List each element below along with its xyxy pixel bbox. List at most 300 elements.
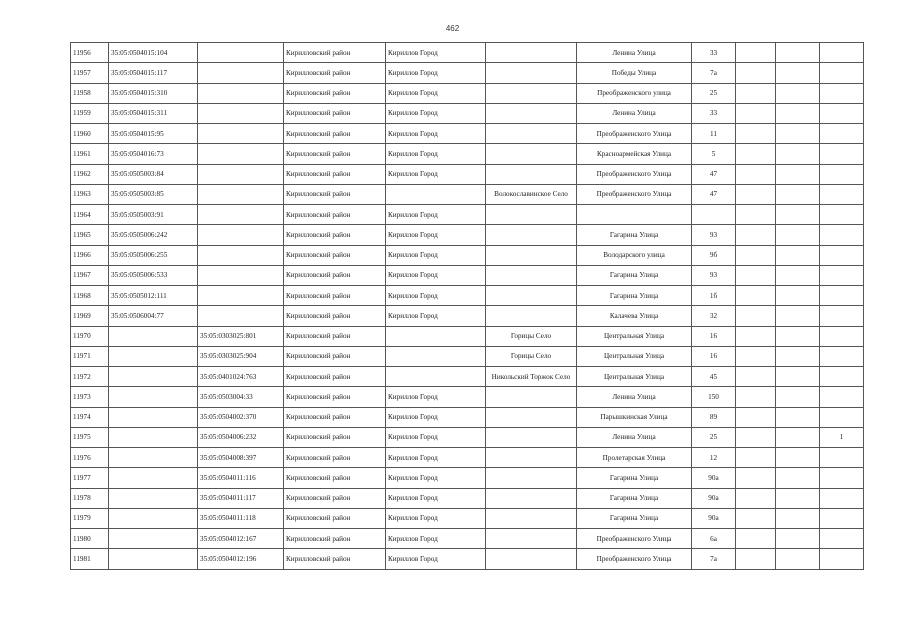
city-cell: Кириллов Город [386,245,486,265]
extra-col-3-cell [820,286,864,306]
street-cell: Преображенского улица [577,83,692,103]
row-number-cell: 11956 [71,43,109,63]
row-number-cell: 11979 [71,508,109,528]
cadastral-number-alt-cell [198,124,284,144]
cadastral-number-alt-cell [198,225,284,245]
street-cell [577,205,692,225]
extra-col-1-cell [736,367,776,387]
district-cell: Кирилловский район [284,488,386,508]
settlement-cell [486,407,577,427]
city-cell: Кириллов Город [386,63,486,83]
street-cell: Преображенского Улица [577,549,692,569]
district-cell: Кирилловский район [284,468,386,488]
row-number-cell: 11961 [71,144,109,164]
city-cell [386,326,486,346]
cadastral-number-alt-cell: 35:05:0504012:196 [198,549,284,569]
settlement-cell [486,508,577,528]
cadastral-number-alt-cell [198,83,284,103]
extra-col-2-cell [776,144,820,164]
row-number-cell: 11977 [71,468,109,488]
cadastral-number-cell: 35:05:0506004:77 [109,306,198,326]
extra-col-2-cell [776,164,820,184]
extra-col-2-cell [776,124,820,144]
settlement-cell [486,488,577,508]
house-number-cell: 9б [692,245,736,265]
row-number-cell: 11974 [71,407,109,427]
cadastral-number-cell [109,508,198,528]
house-number-cell: 16 [692,326,736,346]
table-row [71,549,864,569]
district-cell: Кирилловский район [284,387,386,407]
settlement-cell: Горицы Село [486,346,577,366]
street-cell: Калачева Улица [577,306,692,326]
street-cell: Володарского улица [577,245,692,265]
city-cell: Кириллов Город [386,43,486,63]
row-number-cell: 11976 [71,448,109,468]
extra-col-2-cell [776,529,820,549]
district-cell: Кирилловский район [284,427,386,447]
city-cell: Кириллов Город [386,265,486,285]
cadastral-number-cell: 35:05:0504015:95 [109,124,198,144]
settlement-cell [486,306,577,326]
extra-col-3-cell [820,43,864,63]
house-number-cell: 47 [692,184,736,204]
table-row [71,225,864,245]
extra-col-2-cell [776,346,820,366]
settlement-cell [486,448,577,468]
street-cell: Пролетарская Улица [577,448,692,468]
extra-col-2-cell [776,306,820,326]
district-cell: Кирилловский район [284,103,386,123]
house-number-cell: 6а [692,529,736,549]
house-number-cell: 33 [692,43,736,63]
extra-col-3-cell [820,245,864,265]
city-cell: Кириллов Город [386,529,486,549]
extra-col-3-cell [820,83,864,103]
street-cell: Центральная Улица [577,367,692,387]
city-cell: Кириллов Город [386,83,486,103]
cadastral-number-cell [109,407,198,427]
house-number-cell: 7а [692,63,736,83]
settlement-cell [486,63,577,83]
cadastral-number-cell: 35:05:0505006:533 [109,265,198,285]
extra-col-2-cell [776,488,820,508]
extra-col-2-cell [776,508,820,528]
extra-col-3-cell [820,124,864,144]
city-cell: Кириллов Город [386,286,486,306]
district-cell: Кирилловский район [284,448,386,468]
extra-col-2-cell [776,448,820,468]
city-cell: Кириллов Город [386,448,486,468]
district-cell: Кирилловский район [284,367,386,387]
extra-col-2-cell [776,43,820,63]
table-row [71,83,864,103]
cadastral-number-alt-cell: 35:05:0504002:370 [198,407,284,427]
house-number-cell [692,205,736,225]
extra-col-3-cell [820,468,864,488]
settlement-cell [486,468,577,488]
district-cell: Кирилловский район [284,306,386,326]
extra-col-3-cell [820,407,864,427]
city-cell: Кириллов Город [386,144,486,164]
table-row [71,184,864,204]
table-row [71,508,864,528]
district-cell: Кирилловский район [284,549,386,569]
table-row [71,427,864,447]
row-number-cell: 11972 [71,367,109,387]
street-cell: Ленина Улица [577,387,692,407]
house-number-cell: 5 [692,144,736,164]
street-cell: Парышкинская Улица [577,407,692,427]
house-number-cell: 7а [692,549,736,569]
city-cell: Кириллов Город [386,468,486,488]
extra-col-1-cell [736,184,776,204]
cadastral-number-alt-cell: 35:05:0303025:904 [198,346,284,366]
row-number-cell: 11975 [71,427,109,447]
settlement-cell [486,387,577,407]
district-cell: Кирилловский район [284,245,386,265]
district-cell: Кирилловский район [284,346,386,366]
extra-col-1-cell [736,265,776,285]
cadastral-number-cell [109,346,198,366]
extra-col-3-cell: 1 [820,427,864,447]
district-cell: Кирилловский район [284,164,386,184]
row-number-cell: 11964 [71,205,109,225]
row-number-cell: 11966 [71,245,109,265]
house-number-cell: 90а [692,508,736,528]
extra-col-3-cell [820,164,864,184]
street-cell: Гагарина Улица [577,265,692,285]
cadastral-number-cell [109,387,198,407]
street-cell: Ленина Улица [577,427,692,447]
table-row [71,346,864,366]
extra-col-1-cell [736,387,776,407]
extra-col-1-cell [736,407,776,427]
table-row [71,43,864,63]
extra-col-2-cell [776,286,820,306]
house-number-cell: 93 [692,225,736,245]
extra-col-1-cell [736,326,776,346]
street-cell: Гагарина Улица [577,468,692,488]
cadastral-number-alt-cell: 35:05:0504006:232 [198,427,284,447]
row-number-cell: 11969 [71,306,109,326]
cadastral-number-alt-cell [198,103,284,123]
city-cell: Кириллов Город [386,306,486,326]
extra-col-2-cell [776,468,820,488]
extra-col-3-cell [820,265,864,285]
extra-col-3-cell [820,103,864,123]
table-row [71,265,864,285]
settlement-cell [486,144,577,164]
cadastral-number-cell [109,326,198,346]
street-cell: Преображенского Улица [577,124,692,144]
district-cell: Кирилловский район [284,529,386,549]
city-cell [386,184,486,204]
district-cell: Кирилловский район [284,326,386,346]
extra-col-3-cell [820,63,864,83]
cadastral-number-cell: 35:05:0505003:85 [109,184,198,204]
extra-col-2-cell [776,83,820,103]
cadastral-number-alt-cell [198,306,284,326]
extra-col-1-cell [736,286,776,306]
cadastral-number-alt-cell [198,184,284,204]
settlement-cell [486,83,577,103]
cadastral-number-alt-cell: 35:05:0401024:763 [198,367,284,387]
extra-col-2-cell [776,367,820,387]
cadastral-number-cell: 35:05:0504015:311 [109,103,198,123]
settlement-cell: Никольский Торжок Село [486,367,577,387]
extra-col-2-cell [776,407,820,427]
house-number-cell: 25 [692,83,736,103]
house-number-cell: 93 [692,265,736,285]
city-cell: Кириллов Город [386,549,486,569]
district-cell: Кирилловский район [284,225,386,245]
cadastral-number-alt-cell [198,205,284,225]
street-cell: Центральная Улица [577,346,692,366]
extra-col-3-cell [820,326,864,346]
cadastral-number-alt-cell [198,286,284,306]
extra-col-1-cell [736,225,776,245]
settlement-cell [486,103,577,123]
house-number-cell: 33 [692,103,736,123]
house-number-cell: 150 [692,387,736,407]
extra-col-2-cell [776,265,820,285]
cadastral-number-cell: 35:05:0504015:117 [109,63,198,83]
cadastral-number-alt-cell: 35:05:0503004:33 [198,387,284,407]
table-row [71,529,864,549]
street-cell: Центральная Улица [577,326,692,346]
row-number-cell: 11965 [71,225,109,245]
row-number-cell: 11971 [71,346,109,366]
city-cell: Кириллов Город [386,427,486,447]
cadastral-number-cell: 35:05:0505012:111 [109,286,198,306]
extra-col-3-cell [820,205,864,225]
cadastral-number-alt-cell: 35:05:0504008:397 [198,448,284,468]
extra-col-1-cell [736,488,776,508]
extra-col-2-cell [776,427,820,447]
settlement-cell: Волокославинское Село [486,184,577,204]
extra-col-1-cell [736,164,776,184]
street-cell: Ленина Улица [577,103,692,123]
settlement-cell [486,164,577,184]
settlement-cell [486,205,577,225]
extra-col-3-cell [820,225,864,245]
table-row [71,124,864,144]
extra-col-2-cell [776,549,820,569]
extra-col-2-cell [776,326,820,346]
house-number-cell: 11 [692,124,736,144]
settlement-cell: Горицы Село [486,326,577,346]
street-cell: Гагарина Улица [577,225,692,245]
cadastral-number-cell: 35:05:0504015:104 [109,43,198,63]
settlement-cell [486,43,577,63]
row-number-cell: 11959 [71,103,109,123]
cadastral-number-alt-cell: 35:05:0504011:116 [198,468,284,488]
table-row [71,407,864,427]
row-number-cell: 11981 [71,549,109,569]
cadastral-number-cell: 35:05:0505006:255 [109,245,198,265]
cadastral-number-cell [109,549,198,569]
house-number-cell: 12 [692,448,736,468]
extra-col-1-cell [736,245,776,265]
extra-col-3-cell [820,448,864,468]
extra-col-3-cell [820,529,864,549]
district-cell: Кирилловский район [284,205,386,225]
registry-table [70,42,864,570]
district-cell: Кирилловский район [284,407,386,427]
cadastral-number-alt-cell [198,164,284,184]
settlement-cell [486,549,577,569]
cadastral-number-cell [109,488,198,508]
extra-col-1-cell [736,529,776,549]
extra-col-2-cell [776,205,820,225]
settlement-cell [486,265,577,285]
cadastral-number-alt-cell: 35:05:0504012:167 [198,529,284,549]
house-number-cell: 47 [692,164,736,184]
house-number-cell: 1б [692,286,736,306]
house-number-cell: 90а [692,488,736,508]
extra-col-3-cell [820,367,864,387]
extra-col-1-cell [736,508,776,528]
house-number-cell: 32 [692,306,736,326]
street-cell: Гагарина Улица [577,488,692,508]
extra-col-3-cell [820,306,864,326]
extra-col-1-cell [736,63,776,83]
row-number-cell: 11970 [71,326,109,346]
cadastral-number-cell: 35:05:0504016:73 [109,144,198,164]
cadastral-number-alt-cell [198,144,284,164]
extra-col-1-cell [736,83,776,103]
table-body [71,43,864,570]
cadastral-number-cell: 35:05:0505003:91 [109,205,198,225]
row-number-cell: 11978 [71,488,109,508]
extra-col-1-cell [736,306,776,326]
table-row [71,306,864,326]
table-row [71,286,864,306]
table-row [71,468,864,488]
house-number-cell: 89 [692,407,736,427]
city-cell: Кириллов Город [386,205,486,225]
table-row [71,367,864,387]
extra-col-1-cell [736,549,776,569]
cadastral-number-cell [109,427,198,447]
cadastral-number-alt-cell [198,265,284,285]
extra-col-1-cell [736,103,776,123]
street-cell: Преображенского Улица [577,184,692,204]
extra-col-3-cell [820,508,864,528]
row-number-cell: 11960 [71,124,109,144]
settlement-cell [486,225,577,245]
street-cell: Преображенского Улица [577,164,692,184]
district-cell: Кирилловский район [284,124,386,144]
cadastral-number-cell [109,529,198,549]
settlement-cell [486,124,577,144]
extra-col-2-cell [776,245,820,265]
table-row [71,205,864,225]
table-row [71,326,864,346]
row-number-cell: 11963 [71,184,109,204]
cadastral-number-alt-cell: 35:05:0504011:117 [198,488,284,508]
street-cell: Преображенского Улица [577,529,692,549]
cadastral-number-cell [109,468,198,488]
street-cell: Ленина Улица [577,43,692,63]
district-cell: Кирилловский район [284,184,386,204]
extra-col-2-cell [776,184,820,204]
street-cell: Красноармейская Улица [577,144,692,164]
cadastral-number-cell: 35:05:0505006:242 [109,225,198,245]
extra-col-3-cell [820,184,864,204]
cadastral-number-cell: 35:05:0504015:310 [109,83,198,103]
extra-col-1-cell [736,427,776,447]
street-cell: Гагарина Улица [577,508,692,528]
extra-col-1-cell [736,448,776,468]
row-number-cell: 11967 [71,265,109,285]
city-cell [386,346,486,366]
table-row [71,387,864,407]
district-cell: Кирилловский район [284,43,386,63]
house-number-cell: 90а [692,468,736,488]
table-row [71,144,864,164]
extra-col-1-cell [736,43,776,63]
settlement-cell [486,245,577,265]
district-cell: Кирилловский район [284,144,386,164]
extra-col-1-cell [736,468,776,488]
district-cell: Кирилловский район [284,508,386,528]
page-number: 462 [445,24,460,33]
extra-col-2-cell [776,225,820,245]
cadastral-number-cell [109,367,198,387]
table-row [71,488,864,508]
city-cell: Кириллов Город [386,225,486,245]
city-cell: Кириллов Город [386,164,486,184]
extra-col-3-cell [820,346,864,366]
row-number-cell: 11962 [71,164,109,184]
extra-col-1-cell [736,144,776,164]
extra-col-3-cell [820,387,864,407]
city-cell: Кириллов Город [386,508,486,528]
district-cell: Кирилловский район [284,63,386,83]
row-number-cell: 11973 [71,387,109,407]
row-number-cell: 11968 [71,286,109,306]
cadastral-number-alt-cell [198,245,284,265]
row-number-cell: 11980 [71,529,109,549]
settlement-cell [486,427,577,447]
table-row [71,63,864,83]
cadastral-number-alt-cell [198,43,284,63]
city-cell: Кириллов Город [386,387,486,407]
extra-col-1-cell [736,346,776,366]
cadastral-number-cell: 35:05:0505003:84 [109,164,198,184]
extra-col-2-cell [776,103,820,123]
table-row [71,448,864,468]
city-cell: Кириллов Город [386,124,486,144]
table-row [71,103,864,123]
cadastral-number-cell [109,448,198,468]
extra-col-3-cell [820,488,864,508]
row-number-cell: 11958 [71,83,109,103]
extra-col-1-cell [736,124,776,144]
cadastral-number-alt-cell [198,63,284,83]
street-cell: Победы Улица [577,63,692,83]
street-cell: Гагарина Улица [577,286,692,306]
extra-col-2-cell [776,387,820,407]
house-number-cell: 45 [692,367,736,387]
city-cell [386,367,486,387]
city-cell: Кириллов Город [386,488,486,508]
house-number-cell: 16 [692,346,736,366]
city-cell: Кириллов Город [386,103,486,123]
table-row [71,245,864,265]
